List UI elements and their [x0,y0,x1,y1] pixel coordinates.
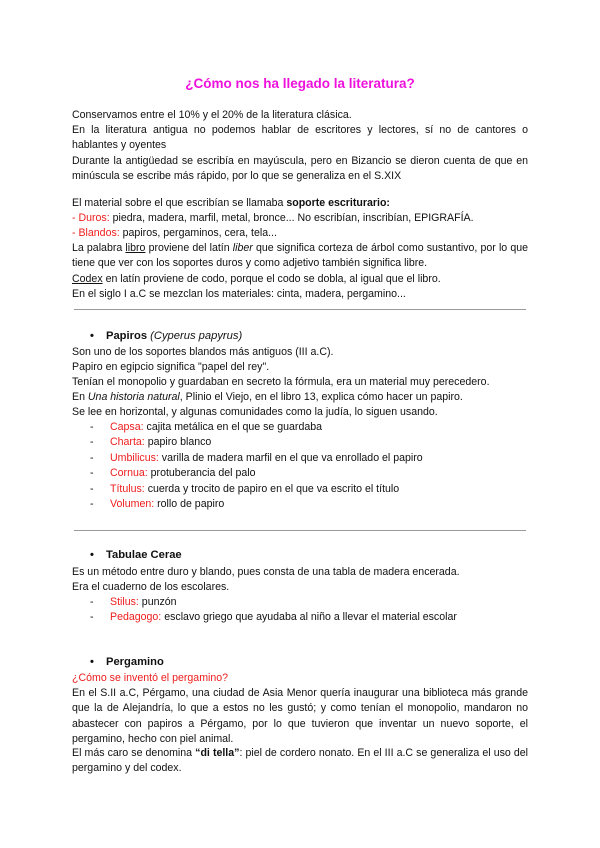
material-lead-text: El material sobre el que escribían se llamaba [72,197,287,209]
tabulae-line-1: Es un método entre duro y blando, pues consta de una tabla de madera encerada. [72,566,460,578]
pergamino-heading [90,656,164,668]
libro-pre: La palabra [72,242,126,254]
papiros-term-list [88,420,423,512]
bullet-icon: • [90,549,94,561]
plinio-italic: Una historia natural [87,391,180,403]
libro-mid: proviene del latín [145,242,233,254]
duros-text: piedra, madera, marfil, metal, bronce... No escribían, inscribían, EPIGRAFÍA. [109,212,474,224]
p2-bold: “di tella” [195,747,240,759]
term-label: Títulus: [110,482,145,495]
plinio-post: , Plinio el Viejo, en el libro 13, explica cómo hacer un papiro. [179,391,463,403]
term-label: Umbilicus: [110,451,159,464]
duros-label: - Duros: [72,212,110,224]
term-label: Volumen: [110,498,155,511]
liber-word: liber [232,242,253,254]
papiros-line-1: Son uno de los soportes blandos más antiguos (III a.C). [72,346,334,358]
tabulae-heading-text: Tabulae Cerae [106,549,182,561]
p2-post: : piel de cordero nonato. En el III a.C se generaliza el uso del pergamino y del codex. [72,747,529,775]
duros-line [72,211,528,226]
blandos-line [72,226,528,241]
tabulae-term-list [88,595,457,626]
libro-post: que significa corteza de árbol como sustantivo, por lo que tiene que ver con los soportes duros y como adjetivo también significa libre. [72,242,529,270]
term-def: protuberancia del palo [147,467,256,480]
term-def: cuerda y trocito de papiro en el que va escrito el título [144,482,400,495]
term-def: esclavo griego que ayudaba al niño a llevar el material escolar [161,611,457,624]
list-item [88,482,423,497]
plinio-line [72,390,528,405]
list-item [88,595,457,610]
bullet-icon: • [90,330,94,342]
p2-pre: El más caro se denomina [72,747,196,759]
tabulae-heading [90,549,182,561]
list-item [88,497,423,512]
papiros-line-3: Tenían el monopolio y guardaban en secreto la fórmula, era un material muy perecedero. [72,376,490,388]
material-lead [72,196,528,211]
term-def: punzón [138,596,177,608]
plinio-pre: En [72,391,88,403]
papiros-heading-text: Papiros [106,330,148,342]
list-item [88,466,423,481]
list-item [88,451,423,466]
page-title: ¿Cómo nos ha llegado la literatura? [185,76,415,91]
tabulae-line-2: Era el cuaderno de los escolares. [72,581,230,593]
horizontal-line: Se lee en horizontal, y algunas comunidades como la judía, lo siguen usando. [72,406,438,418]
libro-word: libro [125,242,146,254]
codex-line [72,272,528,287]
intro-p3: Durante la antigüedad se escribía en mayúscula, pero en Bizancio se dieron cuenta de que en minúscula se escribe más rápido, por lo que se generaliza en el S.XIX [72,155,528,183]
term-label: Cornua: [110,467,148,480]
intro-p1: Conservamos entre el 10% y el 20% de la literatura clásica. [72,109,352,121]
term-label: Capsa: [110,421,144,433]
material-lead-bold: soporte escriturario: [286,197,390,209]
intro-p2: En la literatura antigua no podemos hablar de escritores y lectores, sí no de cantores o hablantes y oyentes [72,124,528,152]
pergamino-question: ¿Cómo se inventó el pergamino? [72,672,229,684]
siglo-line: En el siglo I a.C se mezclan los materiales: cinta, madera, pergamino... [72,288,406,300]
horizontal-rule [74,530,526,531]
blandos-label: - Blandos: [72,227,120,239]
term-def: cajita metálica en el que se guardaba [143,421,323,433]
codex-word: Codex [72,273,103,285]
list-item [88,420,423,435]
bullet-icon: • [90,656,94,668]
pergamino-p1: En el S.II a.C, Pérgamo, una ciudad de Asia Menor quería inaugurar una biblioteca más grande que la de Alejandría, lo que a estos no les gustó; y como tenían el monopolio, mandaron no abastecer con papiros a Pérgamo, por lo que tuvieron que inventar un nuevo soporte, el pergamino, hecho con piel animal. [72,687,528,746]
pergamino-p2 [72,746,528,777]
list-item [88,610,457,625]
papiros-heading-italic: (Cyperus papyrus) [150,330,243,342]
term-label: Charta: [110,436,145,449]
codex-text: en latín proviene de codo, porque el codo se dobla, al igual que el libro. [102,273,441,285]
papiros-heading [90,330,242,342]
term-def: papiro blanco [144,436,212,449]
papiros-line-2: Papiro en egipcio significa "papel del rey". [72,361,270,373]
horizontal-rule [74,309,526,310]
term-def: rollo de papiro [154,498,225,511]
term-label: Pedagogo: [110,611,162,624]
blandos-text: papiros, pergaminos, cera, tela... [119,227,277,239]
term-def: varilla de madera marfil en el que va enrollado el papiro [158,451,423,464]
pergamino-heading-text: Pergamino [106,656,164,668]
libro-paragraph [72,241,528,272]
list-item [88,435,423,450]
term-label: Stilus: [110,596,139,608]
